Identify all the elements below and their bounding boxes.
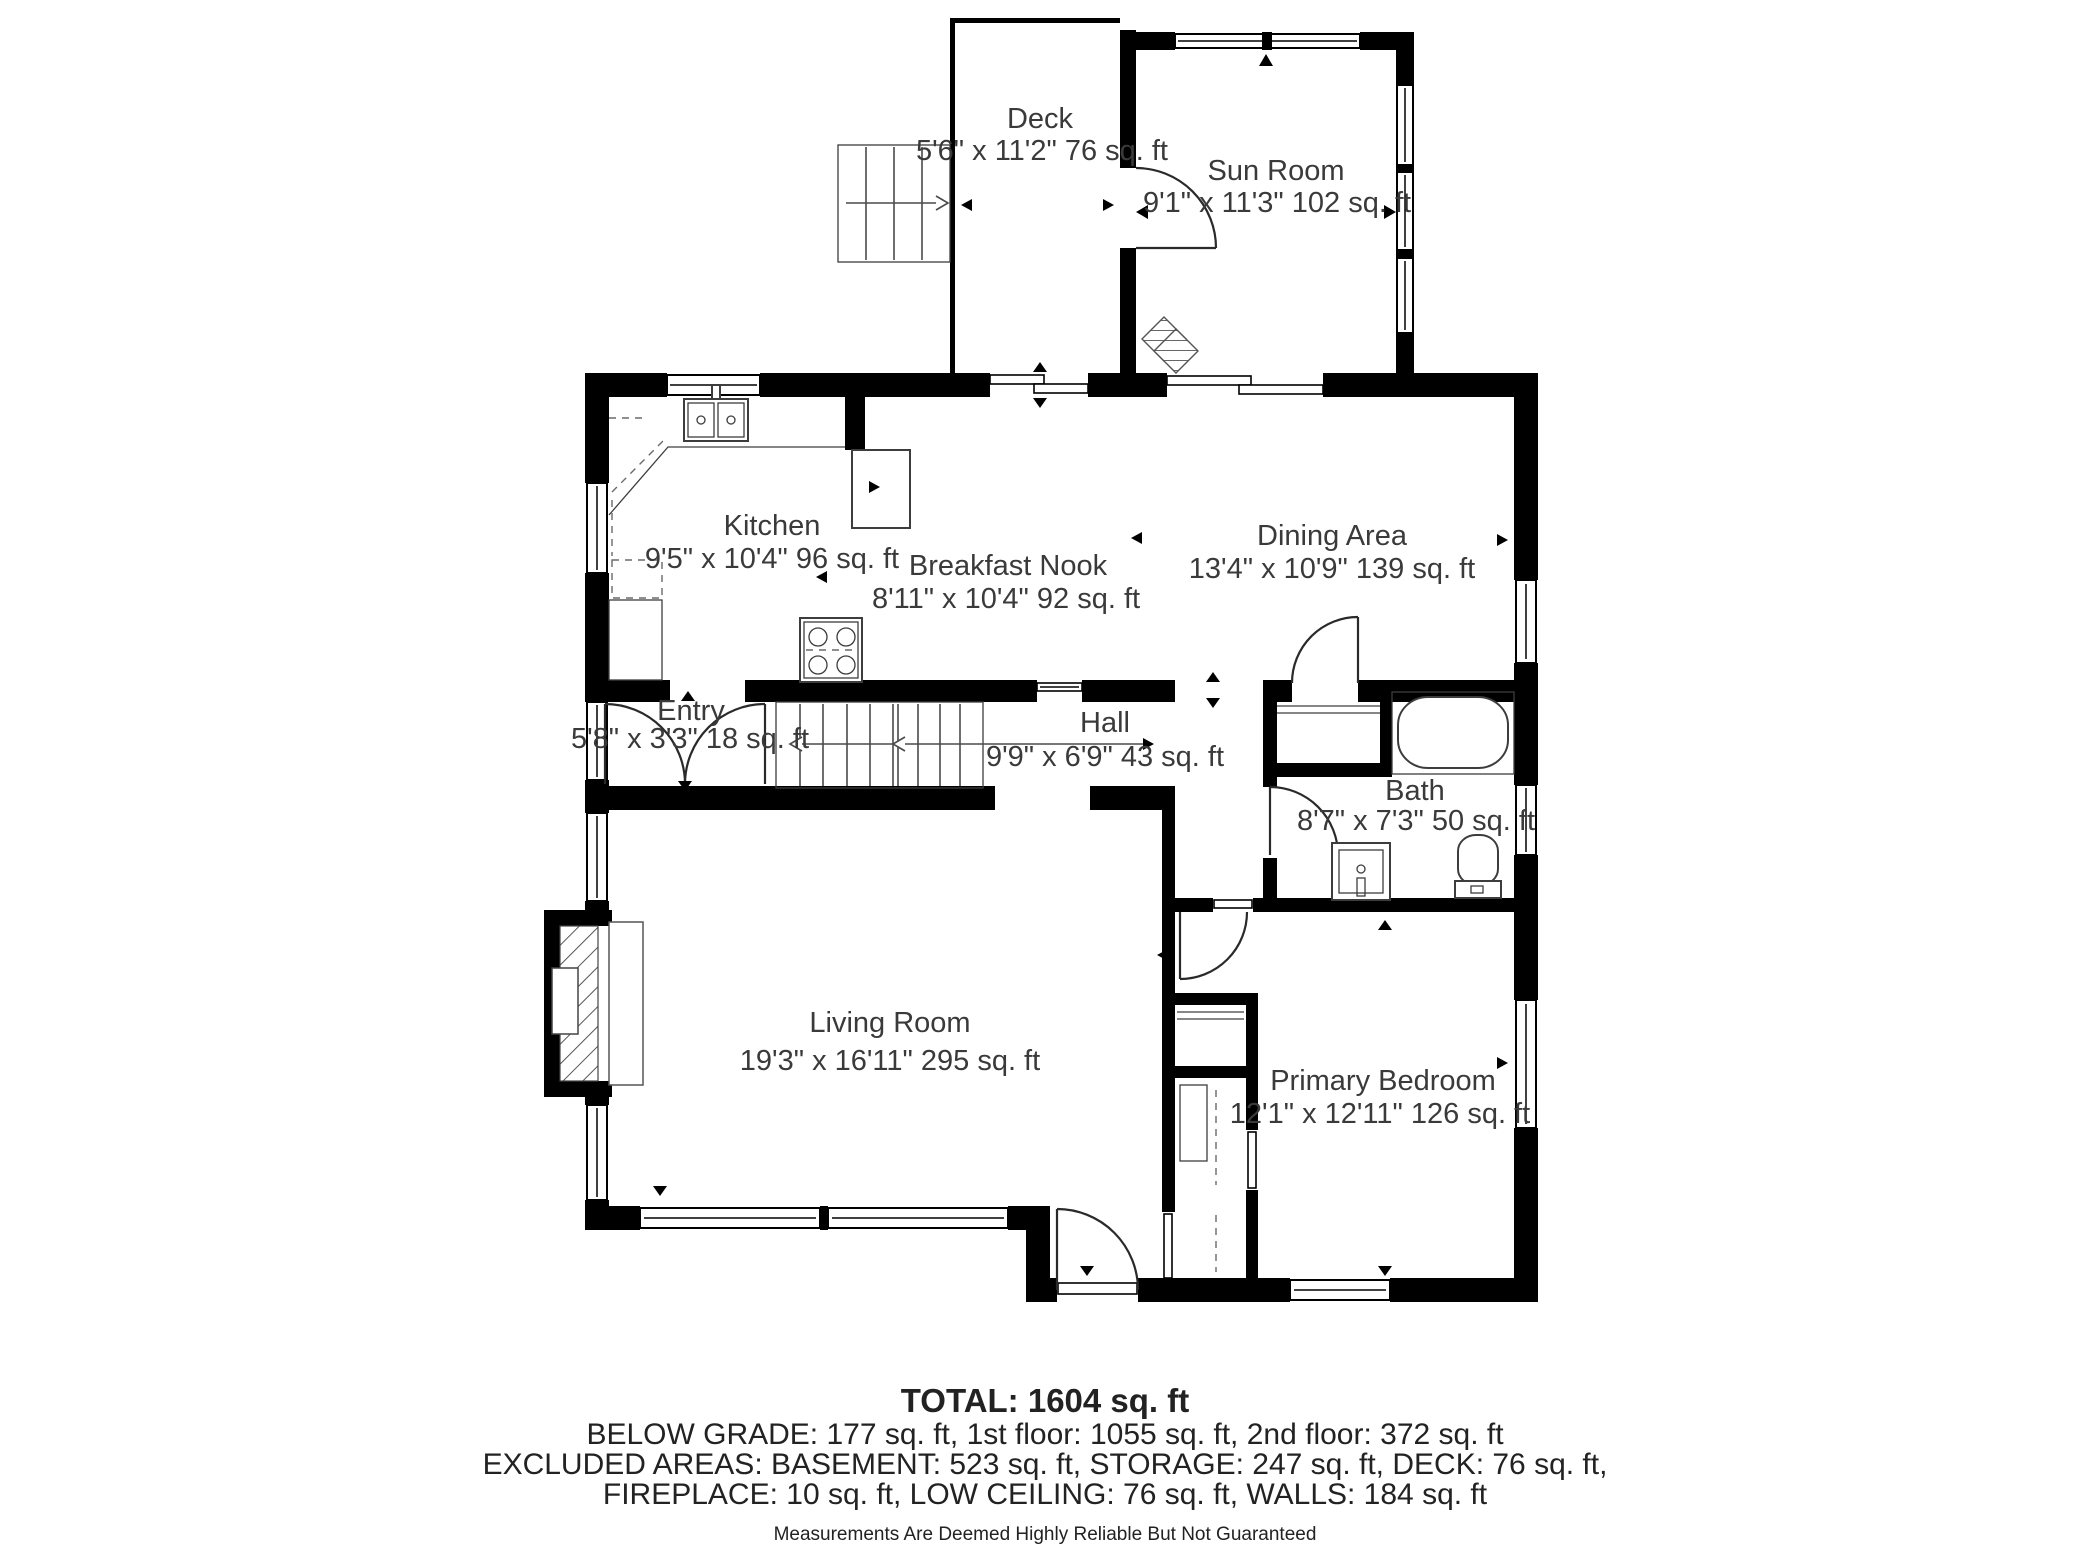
floor-medallion <box>1142 317 1198 373</box>
vanity-sink <box>1332 843 1390 900</box>
footer-summary <box>483 1382 1608 1545</box>
faucet <box>712 385 720 399</box>
window-sunroom-right-3 <box>1397 258 1413 333</box>
dims-breakfast-nook: 8'11" x 10'4" 92 sq. ft <box>871 583 1141 615</box>
dims-primary-bedroom: 12'1" x 12'11" 126 sq. ft <box>1229 1098 1531 1130</box>
slider-deck <box>990 375 1088 393</box>
label-breakfast-nook: Breakfast Nook <box>908 550 1108 582</box>
footer-grades: BELOW GRADE: 177 sq. ft, 1st floor: 1055 sq. ft, 2nd floor: 372 sq. ft <box>586 1418 1504 1451</box>
dims-living-room: 19'3" x 16'11" 295 sq. ft <box>739 1045 1041 1077</box>
slider-sunroom <box>1167 376 1323 394</box>
label-sun-room: Sun Room <box>1207 155 1345 187</box>
door-front <box>1057 1209 1138 1302</box>
dims-kitchen: 9'5" x 10'4" 96 sq. ft <box>644 543 900 575</box>
deck-walls <box>950 18 1120 373</box>
toilet <box>1455 835 1501 898</box>
window-living-bottom-2 <box>828 1208 1008 1228</box>
dims-dining-area: 13'4" x 10'9" 139 sq. ft <box>1188 553 1476 585</box>
label-deck: Deck <box>1006 103 1074 135</box>
base-cabinet <box>609 600 662 680</box>
bathtub <box>1392 692 1514 774</box>
window-bedroom-bottom <box>1290 1280 1390 1300</box>
upper-cabinets-dashed <box>609 418 664 556</box>
footer-excluded-1: EXCLUDED AREAS: BASEMENT: 523 sq. ft, STORAGE: 247 sq. ft, DECK: 76 sq. ft, <box>482 1448 1608 1481</box>
window-living-bottom-1 <box>640 1208 820 1228</box>
slider-nook-hall <box>1037 683 1082 691</box>
window-living-left-upper <box>587 813 607 901</box>
closet-shelf <box>1180 1085 1207 1161</box>
stairs-down-arrow-2 <box>893 737 905 751</box>
footer-total: TOTAL: 1604 sq. ft <box>900 1382 1190 1419</box>
slider-vestibule <box>1214 900 1252 908</box>
dims-bath: 8'7" x 7'3" 50 sq. ft <box>1296 805 1536 837</box>
window-dining-right <box>1516 580 1536 663</box>
label-bath: Bath <box>1385 775 1445 807</box>
window-sunroom-right-1 <box>1397 85 1413 165</box>
label-hall: Hall <box>1080 707 1130 739</box>
room-labels <box>571 103 1535 1130</box>
dims-entry: 5'8" x 3'3" 18 sq. ft <box>570 723 810 755</box>
door-primary-bedroom <box>1180 912 1247 979</box>
hearth <box>609 922 643 1085</box>
window-living-left-lower <box>587 1105 607 1200</box>
hall-closets <box>1177 1012 1244 1272</box>
label-entry: Entry <box>657 695 725 727</box>
label-living-room: Living Room <box>809 1007 971 1039</box>
dims-hall: 9'9" x 6'9" 43 sq. ft <box>985 741 1225 773</box>
bath-closet <box>1277 706 1380 713</box>
label-kitchen: Kitchen <box>723 510 821 542</box>
stairs-up-arrow <box>936 196 948 210</box>
slider-closet-living-side <box>1164 1214 1172 1278</box>
footer-disclaimer: Measurements Are Deemed Highly Reliable But Not Guaranteed <box>773 1524 1317 1545</box>
window-sunroom-top <box>1175 32 1360 50</box>
counter-edge <box>609 447 845 515</box>
fireplace <box>544 910 643 1097</box>
door-dining-closet <box>1292 617 1358 683</box>
refrigerator <box>852 450 910 528</box>
footer-excluded-2: FIREPLACE: 10 sq. ft, LOW CEILING: 76 sq. ft, WALLS: 184 sq. ft <box>602 1478 1488 1511</box>
slider-closet-bedroom-side <box>1248 1132 1256 1188</box>
dims-sun-room: 9'1" x 11'3" 102 sq. ft <box>1142 187 1412 219</box>
stove <box>800 618 862 682</box>
label-dining-area: Dining Area <box>1257 520 1407 552</box>
label-primary-bedroom: Primary Bedroom <box>1270 1065 1496 1097</box>
dims-deck: 5'6" x 11'2" 76 sq. ft <box>916 135 1168 167</box>
window-kitchen-left <box>587 483 607 573</box>
